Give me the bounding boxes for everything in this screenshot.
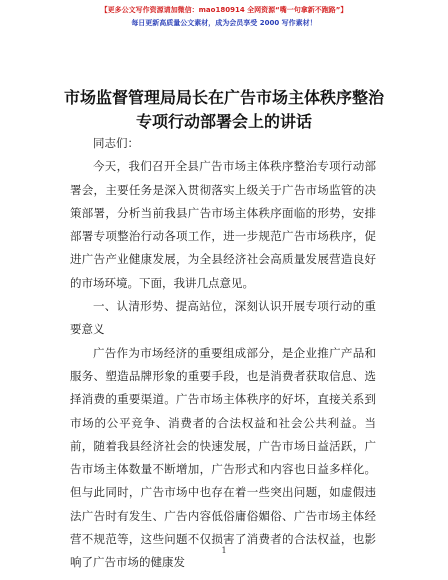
salutation: 同志们： (93, 136, 139, 150)
document-title-line1: 市场监督管理局局长在广告市场主体秩序整治 (63, 88, 384, 107)
paragraph-intro: 今天，我们召开全县广告市场主体秩序整治专项行动部署会，主要任务是深入贯彻落实上级关于广告市场监管的决策部署，分析当前我县广告市场主体秩序面临的形势，安排部署专项整治行动各项工作，进一步规范广告市场秩序，促进广告产业健康发展，为全县经济社会高质量发展营造良好的市场环境。下面，我讲几点意见。 (70, 159, 376, 290)
document-title (0, 86, 448, 134)
paragraph-section1: 广告作为市场经济的重要组成部分，是企业推广产品和服务、塑造品牌形象的重要手段，也是消费者获取信息、选择消费的重要渠道。广告市场主体秩序的好坏，直接关系到市场的公平竞争、消费者的合法权益和社会公共利益。当前，随着我县经济社会的快速发展，广告市场日益活跃，广告市场主体数量不断增加，广告形式和内容也日益多样化。但与此同时，广告市场中也存在着一些突出问题，如虚假违法广告时有发生、广告内容低俗庸俗媚俗、广告市场主体经营不规范等，这些问题不仅损害了消费者的合法权益，也影响了广告市场的健康发 (70, 345, 376, 570)
document-body (70, 132, 376, 575)
document-title-line2: 专项行动部署会上的讲话 (135, 112, 312, 131)
section-heading-1: 一、认清形势、提高站位，深刻认识开展专项行动的重要意义 (70, 299, 376, 337)
promo-banner-line1: 【更多公文写作资源请加微信：mao180914 全网资源“嘴一句拿新不跑路”】 (100, 6, 348, 14)
promo-banner-line2: 每日更新高质量公文素材，成为会员享受 2000 写作素材！ (131, 19, 317, 27)
promo-banner (0, 4, 448, 30)
page-number: 1 (221, 546, 227, 555)
